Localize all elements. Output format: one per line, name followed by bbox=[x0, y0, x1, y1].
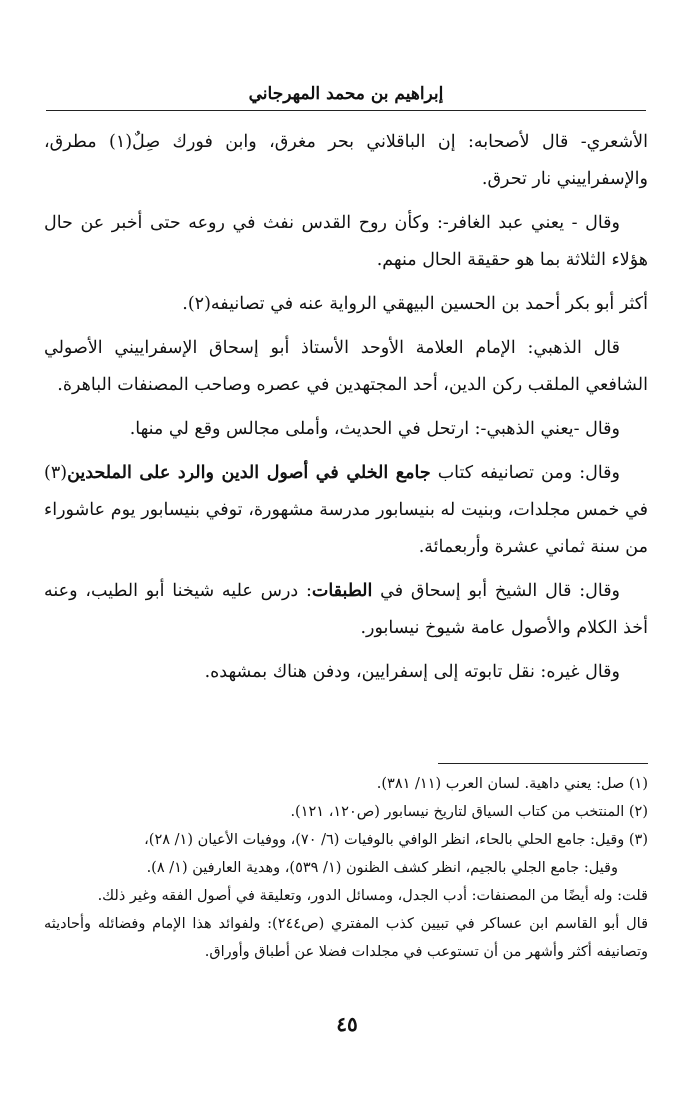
footnote-note-1: قلت: وله أيضًا من المصنفات: أدب الجدل، ومسائل الدور، وتعليقة في أصول الفقه وغير ذلك. bbox=[97, 888, 648, 904]
paragraph-6-rest: (٣) في خمس مجلدات، وبنيت له بنيسابور مدرسة مشهورة، توفي بنيسابور يوم عاشوراء من سنة ثماني عشرة وأربعمائة. bbox=[44, 463, 648, 557]
book-title-tabaqat: الطبقات bbox=[311, 581, 373, 601]
footnote-divider bbox=[438, 763, 648, 764]
footnote-note-2: قال أبو القاسم ابن عساكر في تبيين كذب المفتري (ص٢٤٤): ولفوائد هذا الإمام وفضائله وأحاديثه وتصانيفه أكثر وأشهر من أن تستوعب في مجلدات فضلا عن أطباق وأوراق. bbox=[44, 916, 648, 960]
paragraph-7 bbox=[44, 573, 648, 647]
footnote-3-cont-1: وقيل: جامع الجلي بالجيم، انظر كشف الظنون (١/ ٥٣٩)، وهدية العارفين (١/ ٨). bbox=[146, 860, 618, 876]
footnotes bbox=[44, 770, 648, 966]
paragraph-6 bbox=[44, 455, 648, 566]
paragraph-6-lead: وقال: ومن تصانيفه كتاب bbox=[430, 463, 620, 483]
main-text bbox=[44, 124, 648, 698]
paragraph-7-rest: : درس عليه شيخنا أبو الطيب، وعنه أخذ الكلام والأصول عامة شيوخ نيسابور. bbox=[44, 581, 648, 638]
footnote-3: (٣) وقيل: جامع الحلي بالحاء، انظر الوافي بالوفيات (٦/ ٧٠)، ووفيات الأعيان (١/ ٢٨)، bbox=[144, 832, 648, 848]
book-title-jami: جامع الخلي في أصول الدين والرد على الملحدين bbox=[67, 463, 431, 483]
paragraph-4: قال الذهبي: الإمام العلامة الأوحد الأستاذ أبو إسحاق الإسفراييني الأصولي الشافعي الملقب ركن الدين، أحد المجتهدين في عصره وصاحب المصنفات الباهرة. bbox=[44, 338, 648, 395]
footnote-1: (١) صل: يعني داهية. لسان العرب (١١/ ٣٨١). bbox=[376, 776, 648, 792]
paragraph-8: وقال غيره: نقل تابوته إلى إسفرايين، ودفن هناك بمشهده. bbox=[204, 662, 620, 682]
paragraph-3: أكثر أبو بكر أحمد بن الحسين البيهقي الرواية عنه في تصانيفه(٢). bbox=[182, 294, 648, 314]
running-head: إبراهيم بن محمد المهرجاني bbox=[46, 84, 646, 111]
paragraph-5: وقال -يعني الذهبي-: ارتحل في الحديث، وأملى مجالس وقع لي منها. bbox=[129, 419, 620, 439]
page-number: ٤٥ bbox=[336, 1012, 358, 1036]
paragraph-2: وقال - يعني عبد الغافر-: وكأن روح القدس نفث في روعه حتى أخبر عن حال هؤلاء الثلاثة بما هو حقيقة الحال منهم. bbox=[44, 213, 648, 270]
paragraph-1: الأشعري- قال لأصحابه: إن الباقلاني بحر مغرق، وابن فورك صِلٌ(١) مطرق، والإسفراييني نار تحرق. bbox=[44, 132, 648, 189]
paragraph-7-lead: وقال: قال الشيخ أبو إسحاق في bbox=[372, 581, 621, 601]
footnote-2: (٢) المنتخب من كتاب السياق لتاريخ نيسابور (ص١٢٠، ١٢١). bbox=[290, 804, 648, 820]
